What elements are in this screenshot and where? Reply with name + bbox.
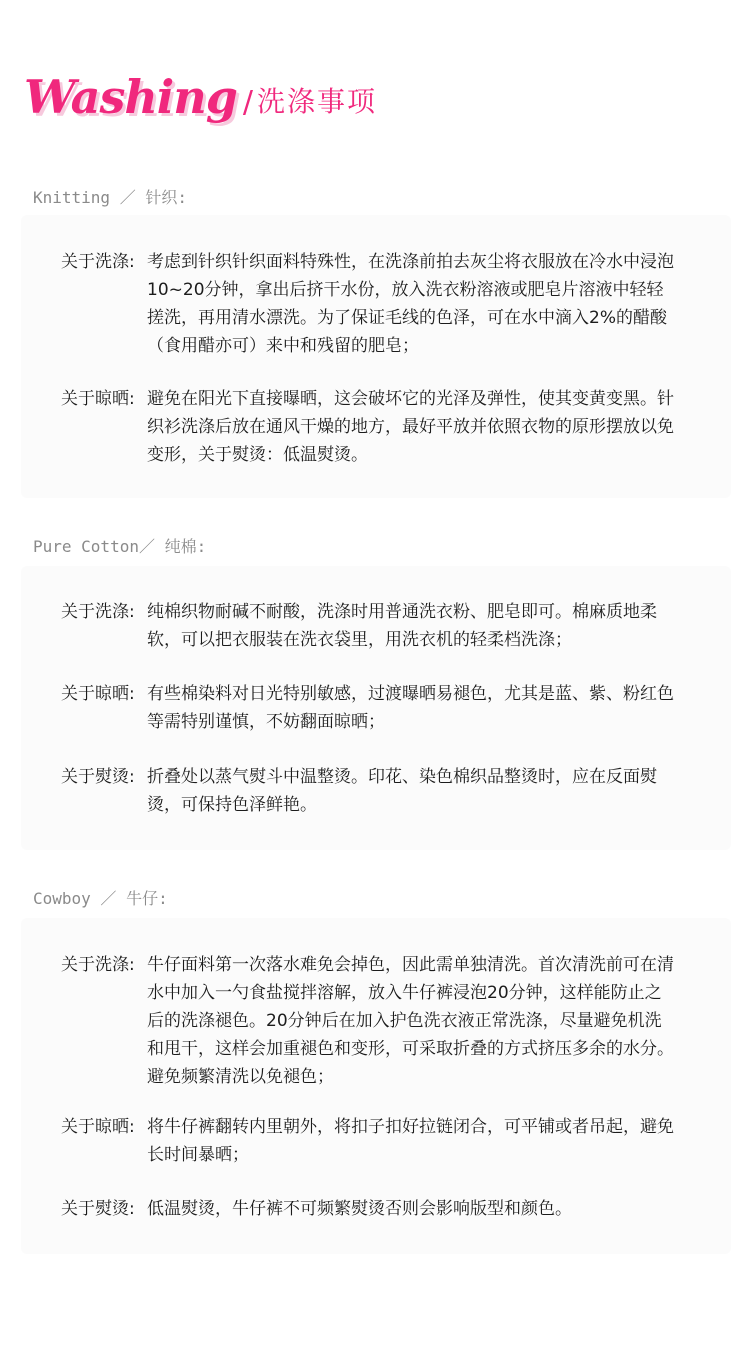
care-item-label: 关于晾晒: xyxy=(61,1117,135,1137)
section-label-pure-cotton: Pure Cotton／ 纯棉: xyxy=(33,537,207,556)
care-item-text: 有些棉染料对日光特别敏感，过渡曝晒易褪色，尤其是蓝、紫、粉红色等需特别谨慎，不妨翻面晾晒； xyxy=(147,684,674,732)
header-slash: / xyxy=(242,85,254,120)
care-card-knitting xyxy=(21,215,731,498)
care-card-pure-cotton xyxy=(21,566,731,850)
care-item-text: 考虑到针织针织面料特殊性，在洗涤前拍去灰尘将衣服放在冷水中浸泡10~20分钟，拿出后挤干水份，放入洗衣粉溶液或肥皂片溶液中轻轻搓洗，再用清水漂洗。为了保证毛线的色泽，可在水中滴入2%的醋酸（食用醋亦可）来中和残留的肥皂； xyxy=(147,252,674,356)
care-item-text: 纯棉织物耐碱不耐酸，洗涤时用普通洗衣粉、肥皂即可。棉麻质地柔软，可以把衣服装在洗衣袋里，用洗衣机的轻柔档洗涤； xyxy=(147,602,657,650)
header-script-title: Washing xyxy=(24,70,237,124)
header-title-cn: 洗涤事项 xyxy=(257,85,378,118)
care-item-text: 折叠处以蒸气熨斗中温整烫。印花、染色棉织品整烫时，应在反面熨烫，可保持色泽鲜艳。 xyxy=(147,767,657,815)
care-card-cowboy xyxy=(21,918,731,1254)
care-item-label: 关于洗涤: xyxy=(61,955,135,975)
care-item-label: 关于晾晒: xyxy=(61,389,135,409)
care-item-text: 低温熨烫，牛仔裤不可频繁熨烫否则会影响版型和颜色。 xyxy=(147,1199,572,1219)
care-item-label: 关于晾晒: xyxy=(61,684,135,704)
care-item-label: 关于洗涤: xyxy=(61,602,135,622)
care-item-label: 关于熨烫: xyxy=(61,767,135,787)
care-item-text: 避免在阳光下直接曝晒，这会破坏它的光泽及弹性，使其变黄变黑。针织衫洗涤后放在通风干燥的地方，最好平放并依照衣物的原形摆放以免变形，关于熨烫：低温熨烫。 xyxy=(147,389,674,465)
care-item-label: 关于洗涤: xyxy=(61,252,135,272)
care-item-text: 将牛仔裤翻转内里朝外，将扣子扣好拉链闭合，可平铺或者吊起，避免长时间暴晒； xyxy=(147,1117,674,1165)
section-label-knitting: Knitting ／ 针织: xyxy=(33,188,187,207)
care-item-text: 牛仔面料第一次落水难免会掉色，因此需单独清洗。首次清洗前可在清水中加入一勺食盐搅拌溶解，放入牛仔裤浸泡20分钟，这样能防止之后的洗涤褪色。20分钟后在加入护色洗衣液正常洗涤，尽量避免机洗和甩干，这样会加重褪色和变形，可采取折叠的方式挤压多余的水分。避免频繁清洗以免褪色； xyxy=(147,955,674,1087)
page-header xyxy=(24,64,378,124)
section-label-cowboy: Cowboy ／ 牛仔: xyxy=(33,889,168,908)
care-item-label: 关于熨烫: xyxy=(61,1199,135,1219)
